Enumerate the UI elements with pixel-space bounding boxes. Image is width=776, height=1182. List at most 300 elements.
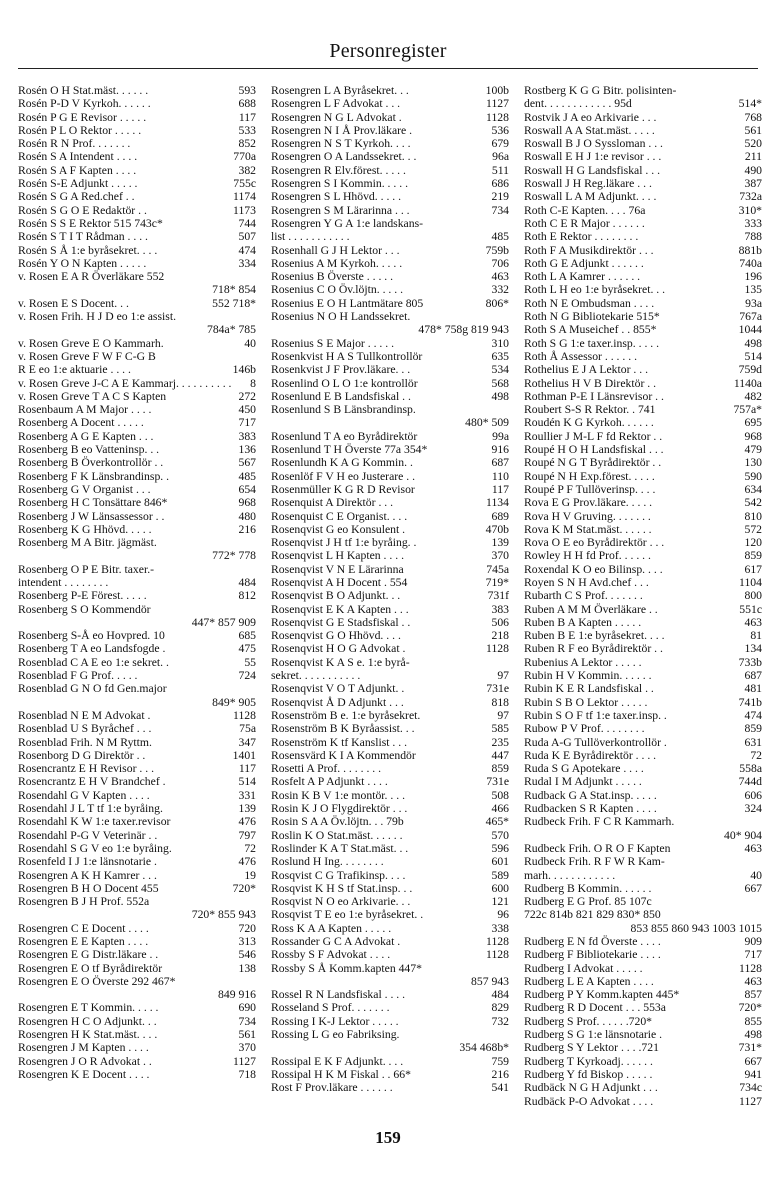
entry-name: Roslin K O Stat.mäst. . . . . .	[271, 828, 403, 842]
entry-page-ref: 511	[491, 163, 509, 177]
entry-name: Rostvik J A eo Arkivarie . . .	[524, 110, 657, 124]
entry-page-ref: 1128	[486, 935, 509, 948]
register-entry	[524, 762, 762, 775]
register-entry	[18, 616, 256, 629]
entry-name: Rudberg T Kyrkoadj. . . . . .	[524, 1054, 653, 1068]
entry-name: Rosenmüller K G R D Revisor	[271, 482, 415, 496]
entry-name: Rosenberg T A eo Landsfogde .	[18, 642, 166, 656]
register-entry	[524, 855, 762, 868]
entry-page-ref: 498	[491, 389, 509, 403]
entry-name: v. Rosen E A R Överläkare 552	[18, 270, 165, 284]
entry-name: Rudbacken S R Kapten . . . .	[524, 802, 657, 816]
register-entry	[18, 456, 256, 469]
entry-name: Roswall H G Landsfiskal . . .	[524, 163, 661, 177]
entry-page-ref: 313	[238, 935, 256, 948]
entry-name: Roupé N H Exp.förest. . . . .	[524, 469, 655, 483]
entry-name: Rosetti A Prof. . . . . . . .	[271, 762, 382, 776]
entry-name: Rosengren Y G A 1:e landskans-	[271, 216, 424, 230]
register-entry	[271, 97, 509, 110]
entry-page-ref: 347	[238, 735, 256, 749]
entry-page-ref: 219	[491, 190, 509, 204]
entry-page-ref: 572	[744, 522, 762, 536]
entry-name: Rosenlund T H Överste 77a 354*	[271, 443, 428, 457]
entry-page-ref: 72	[750, 748, 762, 762]
register-entry	[524, 190, 762, 203]
register-entry	[271, 350, 509, 363]
register-entry	[18, 908, 256, 921]
register-entry	[271, 124, 509, 137]
entry-name: Rubow P V Prof. . . . . . . .	[524, 722, 645, 736]
column-3	[524, 84, 762, 1136]
entry-page-ref: 382	[238, 163, 256, 177]
register-entry	[524, 390, 762, 403]
register-entry	[524, 948, 762, 961]
register-entry	[524, 363, 762, 376]
register-entry	[18, 416, 256, 429]
entry-page-ref: 514*	[738, 97, 762, 111]
entry-name: Rosenblad U S Byråchef . . .	[18, 722, 152, 736]
entry-name: Rubin S O F tf 1:e taxer.insp. .	[524, 708, 667, 722]
register-entry	[18, 1041, 256, 1054]
entry-page-ref: 731e	[486, 775, 509, 789]
register-entry	[524, 1001, 762, 1014]
entry-name: Rosenqvist G E Stadsfiskal . .	[271, 615, 411, 629]
entry-name: Rosenlund T A eo Byrådirektör	[271, 429, 418, 443]
register-entry	[524, 1068, 762, 1081]
entry-page-ref: 470b	[485, 522, 509, 536]
entry-name: Ruda A-G Tullöverkontrollör .	[524, 735, 667, 749]
entry-name: Rosengren J O R Advokat . .	[18, 1054, 152, 1068]
register-entry	[524, 895, 762, 908]
register-entry	[524, 589, 762, 602]
entry-page-ref: 1104	[739, 575, 762, 589]
entry-page-ref: 1044	[738, 323, 762, 337]
entry-page-ref: 475	[238, 642, 256, 656]
entry-page-ref: 514	[238, 775, 256, 789]
entry-name: v. Rosen Greve J-C A E Kammarj. . . . . . . . . .	[18, 376, 232, 390]
entry-name: Rosén S T I T Rådman . . . .	[18, 230, 148, 244]
entry-name: Roth L H eo 1:e byråsekret. . .	[524, 283, 666, 297]
entry-page-ref: 146b	[232, 363, 256, 377]
entry-name: Rosenius A M Kyrkoh. . . . .	[271, 256, 403, 270]
entry-page-ref: 218	[491, 629, 509, 643]
entry-name: Roth S G 1:e taxer.insp. . . . .	[524, 336, 660, 350]
entry-page-ref: 849 916	[218, 988, 256, 1002]
entry-page-ref: 1128	[486, 642, 509, 656]
register-entry	[271, 496, 509, 509]
entry-name: Rosengren R Elv.förest. . . . .	[271, 163, 406, 177]
register-entry	[18, 749, 256, 762]
entry-name: Rudberg E N fd Överste . . . .	[524, 935, 661, 948]
entry-page-ref: 968	[744, 429, 762, 443]
entry-page-ref: 508	[491, 788, 509, 802]
entry-page-ref: 859	[491, 762, 509, 776]
register-entry	[18, 589, 256, 602]
entry-page-ref: 383	[491, 602, 509, 616]
entry-page-ref: 667	[744, 881, 762, 895]
entry-name: Roxendal K O eo Bilinsp. . . .	[524, 562, 663, 576]
entry-page-ref: 465*	[485, 815, 509, 829]
register-entry	[524, 1095, 762, 1108]
entry-name: Rubarth C S Prof. . . . . . .	[524, 589, 643, 603]
entry-name: Rosin K J O Flygdirektör . . .	[271, 802, 408, 816]
entry-page-ref: 695	[744, 416, 762, 430]
entry-name: Rudberg B Kommin. . . . . .	[524, 881, 652, 895]
entry-name: Rossby S Å Komm.kapten 447*	[271, 961, 422, 975]
register-entry	[524, 988, 762, 1001]
entry-name: Rosengren S M Lärarinna . . .	[271, 203, 410, 217]
register-entry	[524, 377, 762, 390]
entry-page-ref: 1134	[486, 496, 509, 510]
entry-page-ref: 770a	[233, 150, 256, 164]
entry-name: Rosenberg K G Hhövd. . . . .	[18, 522, 152, 536]
entry-page-ref: 634	[744, 482, 762, 496]
register-entry	[524, 456, 762, 469]
entry-page-ref: 139	[491, 536, 509, 550]
register-entry	[271, 456, 509, 469]
register-entry	[18, 736, 256, 749]
register-entry	[271, 948, 509, 961]
entry-name: Rosén P-D V Kyrkoh. . . . . .	[18, 97, 151, 111]
entry-page-ref: 110	[491, 469, 509, 483]
entry-page-ref: 520	[744, 137, 762, 151]
entry-page-ref: 818	[491, 695, 509, 709]
entry-page-ref: 617	[744, 562, 762, 576]
entry-name: Rosenberg J W Länsassessor . .	[18, 509, 165, 523]
entry-name: Rossipal H K M Fiskal . . 66*	[271, 1067, 411, 1081]
entry-name: Rosengren L F Advokat . . .	[271, 97, 401, 111]
register-entry	[271, 549, 509, 562]
entry-page-ref: 474	[238, 243, 256, 257]
entry-page-ref: 744d	[738, 775, 762, 789]
register-entry	[18, 323, 256, 336]
register-entry	[18, 190, 256, 203]
register-entry	[18, 869, 256, 882]
register-entry	[524, 815, 762, 828]
entry-name: Rudbeck Frih. O R O F Kapten	[524, 841, 671, 855]
entry-page-ref: 909	[744, 935, 762, 948]
entry-name: Roswall L A M Adjunkt. . . .	[524, 190, 657, 204]
entry-name: Rosenblad F G Prof. . . . .	[18, 669, 138, 683]
register-entry	[524, 1055, 762, 1068]
register-entry	[271, 709, 509, 722]
register-entry	[271, 589, 509, 602]
entry-name: v. Rosen Greve T A C S Kapten	[18, 389, 167, 403]
entry-page-ref: 720* 855 943	[191, 908, 256, 922]
register-entry	[18, 483, 256, 496]
entry-name: Rudberg I Advokat . . . . .	[524, 961, 643, 975]
entry-name: Rosenqvist V O T Adjunkt. .	[271, 682, 405, 696]
register-entry	[271, 895, 509, 908]
register-entry	[524, 297, 762, 310]
entry-page-ref: 772* 778	[212, 549, 256, 563]
entry-name: Roupé P F Tullöverinsp. . . .	[524, 482, 656, 496]
register-entry	[524, 1015, 762, 1028]
register-entry	[18, 576, 256, 589]
register-entry	[524, 137, 762, 150]
entry-page-ref: 370	[238, 1041, 256, 1055]
entry-name: Rosengren E T Kommin. . . . .	[18, 1001, 159, 1015]
entry-page-ref: 759	[491, 1054, 509, 1068]
register-entry	[524, 962, 762, 975]
register-entry	[18, 563, 256, 576]
register-entry	[271, 377, 509, 390]
entry-name: Rossby S F Advokat . . . .	[271, 948, 391, 962]
entry-name: Rosén S S E Rektor 515 743c*	[18, 216, 163, 230]
entry-page-ref: 81	[750, 629, 762, 643]
entry-page-ref: 383	[238, 429, 256, 443]
entry-page-ref: 1127	[739, 1094, 762, 1108]
register-entry	[271, 150, 509, 163]
register-entry	[18, 829, 256, 842]
entry-name: Rova K M Stat.mäst. . . . . .	[524, 522, 652, 536]
entry-name: Rosengren N I Å Prov.läkare .	[271, 123, 413, 137]
register-entry	[524, 496, 762, 509]
entry-page-ref: 859	[744, 549, 762, 563]
entry-name: Rosenqvist G eo Konsulent .	[271, 522, 406, 536]
entry-page-ref: 596	[491, 841, 509, 855]
register-entry	[271, 1015, 509, 1028]
entry-name: Rudbeck Frih. R F W R Kam-	[524, 855, 665, 869]
entry-name: Roth N E Ombudsman . . . .	[524, 296, 655, 310]
entry-page-ref: 718* 854	[212, 283, 256, 297]
entry-name: Rosenberg S-Å eo Hovpred. 10	[18, 629, 165, 643]
entry-name: Rosenberg A G E Kapten . . .	[18, 429, 154, 443]
entry-page-ref: 480* 509	[465, 416, 509, 430]
entry-page-ref: 476	[238, 855, 256, 869]
register-entry	[18, 656, 256, 669]
entry-page-ref: 606	[744, 788, 762, 802]
entry-name: Rosenqvist B O Adjunkt. . .	[271, 589, 401, 603]
entry-name: Roullier J M-L F fd Rektor . .	[524, 429, 663, 443]
entry-page-ref: 216	[238, 522, 256, 536]
entry-name: Rosenkvist H A S Tullkontrollör	[271, 349, 423, 363]
entry-page-ref: 463	[744, 974, 762, 988]
register-entry	[524, 829, 762, 842]
entry-page-ref: 338	[491, 921, 509, 935]
register-entry	[18, 975, 256, 988]
entry-page-ref: 881b	[738, 243, 762, 257]
entry-name: v. Rosen Greve E O Kammarh.	[18, 336, 164, 350]
entry-name: Ruda S G Apotekare . . . .	[524, 762, 644, 776]
register-entry	[271, 177, 509, 190]
entry-page-ref: 551c	[739, 602, 762, 616]
entry-page-ref: 514	[744, 349, 762, 363]
register-entry	[271, 84, 509, 97]
entry-name: Rosenfeld I J 1:e länsnotarie .	[18, 855, 157, 869]
register-entry	[18, 1028, 256, 1041]
register-entry	[18, 629, 256, 642]
entry-name: Rosenius S E Major . . . . .	[271, 336, 395, 350]
entry-page-ref: 1173	[233, 203, 256, 217]
entry-page-ref: 784a* 785	[206, 323, 256, 337]
entry-name: Rudbeck Frih. F C R Kammarh.	[524, 815, 675, 829]
entry-page-ref: 542	[744, 496, 762, 510]
register-entry	[18, 722, 256, 735]
register-entry	[18, 709, 256, 722]
entry-name: R E eo 1:e aktuarie . . . .	[18, 363, 131, 377]
entry-page-ref: 806*	[485, 296, 509, 310]
entry-page-ref: 463	[491, 270, 509, 284]
register-entry	[524, 97, 762, 110]
entry-page-ref: 310	[491, 336, 509, 350]
register-entry	[18, 962, 256, 975]
entry-name: Rosenius C O Öv.löjtn. . . . .	[271, 283, 404, 297]
entry-page-ref: 734	[238, 1014, 256, 1028]
register-entry	[271, 363, 509, 376]
entry-page-ref: 852	[238, 137, 256, 151]
register-entry	[524, 124, 762, 137]
entry-name: marh. . . . . . . . . . . .	[524, 868, 616, 882]
entry-name: Roswall A A Stat.mäst. . . . .	[524, 123, 655, 137]
register-entry	[524, 523, 762, 536]
entry-name: Rosengren S I Kommin. . . . .	[271, 177, 408, 191]
entry-page-ref: 130	[744, 456, 762, 470]
register-entry	[271, 283, 509, 296]
entry-page-ref: 601	[491, 855, 509, 869]
entry-name: Rosengren E O Överste 292 467*	[18, 974, 176, 988]
entry-page-ref: 689	[491, 509, 509, 523]
entry-name: Rosenius E O H Lantmätare 805	[271, 296, 424, 310]
register-entry	[271, 669, 509, 682]
entry-page-ref: 97	[497, 669, 509, 683]
entry-name: Rosengren J M Kapten . . . .	[18, 1041, 149, 1055]
entry-page-ref: 731e	[486, 682, 509, 696]
register-entry	[524, 629, 762, 642]
entry-name: Rosengren A K H Kamrer . . .	[18, 868, 157, 882]
entry-page-ref: 463	[744, 615, 762, 629]
register-entry	[524, 244, 762, 257]
register-entry	[524, 975, 762, 988]
register-entry	[524, 736, 762, 749]
entry-page-ref: 849* 905	[212, 695, 256, 709]
entry-name: sekret. . . . . . . . . . .	[271, 669, 361, 683]
register-entry	[18, 377, 256, 390]
entry-page-ref: 333	[744, 216, 762, 230]
register-entry	[18, 297, 256, 310]
entry-page-ref: 447	[491, 748, 509, 762]
register-entry	[524, 430, 762, 443]
entry-page-ref: 600	[491, 881, 509, 895]
entry-name: Rosén Y O N Kapten . . . . .	[18, 256, 147, 270]
entry-page-ref: 759d	[738, 363, 762, 377]
register-entry	[18, 536, 256, 549]
register-entry	[524, 616, 762, 629]
register-entry	[271, 190, 509, 203]
entry-name: Rudberg E G Prof. 85 107c	[524, 895, 652, 909]
entry-page-ref: 1128	[739, 961, 762, 975]
register-entry	[271, 1028, 509, 1041]
register-entry	[524, 1041, 762, 1054]
entry-page-ref: 731f	[487, 589, 509, 603]
register-entry	[271, 616, 509, 629]
entry-page-ref: 686	[491, 177, 509, 191]
entry-name: Rudberg L E A Kapten . . . .	[524, 974, 654, 988]
register-entry	[271, 855, 509, 868]
entry-page-ref: 121	[491, 895, 509, 909]
entry-page-ref: 570	[491, 828, 509, 842]
entry-page-ref: 272	[238, 389, 256, 403]
register-entry	[18, 204, 256, 217]
register-entry	[271, 802, 509, 815]
entry-name: Roswall B J O Syssloman . . .	[524, 137, 663, 151]
entry-name: Rosén P G E Revisor . . . . .	[18, 110, 147, 124]
register-entry	[271, 1068, 509, 1081]
register-entry	[271, 962, 509, 975]
entry-page-ref: 1140a	[733, 376, 762, 390]
entry-page-ref: 857 943	[471, 974, 509, 988]
entry-name: Rosenberg B eo Vatteninsp. . .	[18, 443, 160, 457]
register-entry	[524, 470, 762, 483]
entry-name: Rosengren E G Distr.läkare . .	[18, 948, 159, 962]
register-entry	[524, 536, 762, 549]
entry-name: dent. . . . . . . . . . . . 95d	[524, 97, 632, 111]
entry-page-ref: 720*	[232, 881, 256, 895]
register-entry	[271, 470, 509, 483]
entry-name: Rosendahl G V Kapten . . . .	[18, 788, 150, 802]
register-entry	[524, 164, 762, 177]
entry-name: intendent . . . . . . . .	[18, 575, 109, 589]
entry-name: Rosengren H C O Adjunkt. . .	[18, 1014, 157, 1028]
register-entry	[18, 988, 256, 1001]
register-entry	[18, 802, 256, 815]
entry-name: Rubin S B O Lektor . . . . .	[524, 695, 648, 709]
register-entry	[18, 696, 256, 709]
entry-page-ref: 481	[744, 682, 762, 696]
entry-page-ref: 507	[238, 230, 256, 244]
entry-page-ref: 732a	[739, 190, 762, 204]
entry-name: Rosenberg S O Kommendör	[18, 602, 151, 616]
register-entry	[271, 749, 509, 762]
register-entry	[271, 297, 509, 310]
entry-name: Rudal I M Adjunkt . . . . .	[524, 775, 642, 789]
entry-page-ref: 1401	[232, 748, 256, 762]
entry-name: Roth Å Assessor . . . . . .	[524, 349, 637, 363]
register-entry	[271, 1041, 509, 1054]
entry-name: Rosenkvist J F Prov.läkare. . .	[271, 363, 411, 377]
register-entry	[18, 1055, 256, 1068]
register-entry	[18, 1001, 256, 1014]
entry-name: Rosenborg D G Direktör . .	[18, 748, 146, 762]
entry-name: Rubenius A Lektor . . . . .	[524, 655, 642, 669]
entry-page-ref: 387	[744, 177, 762, 191]
entry-page-ref: 310*	[738, 203, 762, 217]
entry-name: Roupé N G T Byrådirektör . .	[524, 456, 662, 470]
register-entry	[18, 350, 256, 363]
entry-page-ref: 631	[744, 735, 762, 749]
entry-page-ref: 857	[744, 988, 762, 1002]
register-entry	[271, 922, 509, 935]
entry-page-ref: 93a	[745, 296, 762, 310]
register-entry	[524, 111, 762, 124]
register-entry	[271, 430, 509, 443]
register-entry	[524, 563, 762, 576]
entry-page-ref: 117	[238, 110, 256, 124]
register-entry	[18, 430, 256, 443]
entry-name: Rossel R N Landsfiskal . . . .	[271, 988, 406, 1002]
entry-name: Rova H V Gruving. . . . . . .	[524, 509, 651, 523]
entry-page-ref: 463	[744, 841, 762, 855]
register-entry	[524, 323, 762, 336]
register-entry	[524, 722, 762, 735]
entry-page-ref: 480	[238, 509, 256, 523]
entry-page-ref: 485	[238, 469, 256, 483]
entry-name: Ruben B A Kapten . . . . .	[524, 615, 642, 629]
entry-page-ref: 688	[238, 97, 256, 111]
entry-name: Rosenqvist L H Kapten . . . .	[271, 549, 404, 563]
entry-name: Rosenqvist H O G Advokat .	[271, 642, 406, 656]
entry-page-ref: 654	[238, 482, 256, 496]
